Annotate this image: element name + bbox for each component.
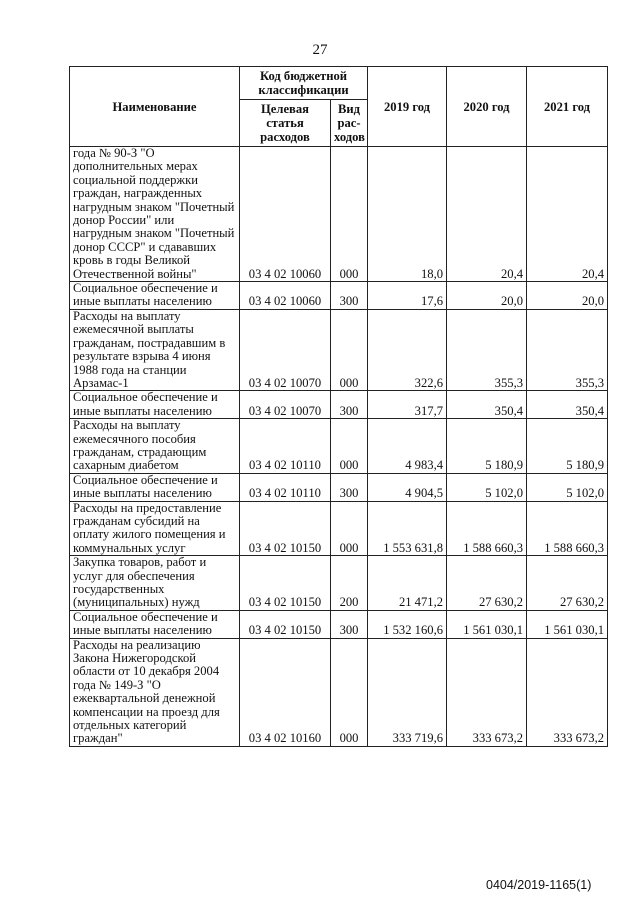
row-csr: 03 4 02 10060 bbox=[240, 282, 331, 310]
row-name: Социальное обеспечение и иные выплаты населению bbox=[70, 391, 240, 419]
table-row bbox=[70, 147, 608, 282]
row-2019: 333 719,6 bbox=[368, 638, 447, 746]
row-name: Социальное обеспечение и иные выплаты населению bbox=[70, 610, 240, 638]
row-2020: 5 180,9 bbox=[447, 419, 527, 474]
row-name: Социальное обеспечение и иные выплаты населению bbox=[70, 282, 240, 310]
row-2020: 5 102,0 bbox=[447, 473, 527, 501]
table-row bbox=[70, 473, 608, 501]
document-id: 0404/2019-1165(1) bbox=[486, 878, 592, 892]
row-2021: 350,4 bbox=[527, 391, 608, 419]
row-name: Расходы на выплату ежемесячного пособия гражданам, страдающим сахарным диабетом bbox=[70, 419, 240, 474]
row-2020: 1 588 660,3 bbox=[447, 501, 527, 556]
row-vr: 000 bbox=[331, 147, 368, 282]
row-name: Расходы на выплату ежемесячной выплаты гражданам, пострадавшим в результате взрыва 4 июня 1988 года на станции Арзамас-1 bbox=[70, 309, 240, 390]
table-header bbox=[70, 67, 608, 147]
row-2019: 18,0 bbox=[368, 147, 447, 282]
header-2021: 2021 год bbox=[527, 67, 608, 147]
table-row bbox=[70, 610, 608, 638]
row-vr: 300 bbox=[331, 473, 368, 501]
row-csr: 03 4 02 10070 bbox=[240, 309, 331, 390]
row-name: Расходы на предоставление гражданам субсидий на оплату жилого помещения и коммунальных услуг bbox=[70, 501, 240, 556]
header-2019: 2019 год bbox=[368, 67, 447, 147]
row-vr: 000 bbox=[331, 501, 368, 556]
header-name: Наименование bbox=[70, 67, 240, 147]
row-2021: 5 102,0 bbox=[527, 473, 608, 501]
row-2021: 27 630,2 bbox=[527, 556, 608, 611]
table-row bbox=[70, 419, 608, 474]
row-csr: 03 4 02 10060 bbox=[240, 147, 331, 282]
header-csr: Целевая статья расходов bbox=[240, 100, 331, 147]
row-name: года № 90-З "О дополнительных мерах социальной поддержки граждан, награжденных нагрудным знаком "Почетный донор России" или нагрудным знаком "Почетный донор СССР" и сдававших кровь в годы Великой Отечественной войны" bbox=[70, 147, 240, 282]
row-vr: 000 bbox=[331, 419, 368, 474]
row-2020: 27 630,2 bbox=[447, 556, 527, 611]
row-2021: 1 588 660,3 bbox=[527, 501, 608, 556]
row-2019: 21 471,2 bbox=[368, 556, 447, 611]
row-csr: 03 4 02 10150 bbox=[240, 610, 331, 638]
row-csr: 03 4 02 10110 bbox=[240, 473, 331, 501]
table-row bbox=[70, 309, 608, 390]
row-2019: 1 553 631,8 bbox=[368, 501, 447, 556]
row-csr: 03 4 02 10150 bbox=[240, 556, 331, 611]
row-vr: 300 bbox=[331, 282, 368, 310]
row-2021: 355,3 bbox=[527, 309, 608, 390]
row-name: Социальное обеспечение и иные выплаты населению bbox=[70, 473, 240, 501]
row-vr: 000 bbox=[331, 638, 368, 746]
row-csr: 03 4 02 10150 bbox=[240, 501, 331, 556]
row-name: Закупка товаров, работ и услуг для обеспечения государственных (муниципальных) нужд bbox=[70, 556, 240, 611]
row-2021: 1 561 030,1 bbox=[527, 610, 608, 638]
row-2019: 317,7 bbox=[368, 391, 447, 419]
row-2020: 20,4 bbox=[447, 147, 527, 282]
row-vr: 000 bbox=[331, 309, 368, 390]
header-vr: Вид рас-ходов bbox=[331, 100, 368, 147]
row-csr: 03 4 02 10070 bbox=[240, 391, 331, 419]
row-2020: 350,4 bbox=[447, 391, 527, 419]
row-2020: 1 561 030,1 bbox=[447, 610, 527, 638]
row-vr: 300 bbox=[331, 391, 368, 419]
table-row bbox=[70, 638, 608, 746]
row-csr: 03 4 02 10160 bbox=[240, 638, 331, 746]
table-row bbox=[70, 556, 608, 611]
table-row bbox=[70, 282, 608, 310]
row-2019: 4 904,5 bbox=[368, 473, 447, 501]
row-2021: 20,0 bbox=[527, 282, 608, 310]
row-2019: 4 983,4 bbox=[368, 419, 447, 474]
row-2021: 333 673,2 bbox=[527, 638, 608, 746]
row-2021: 20,4 bbox=[527, 147, 608, 282]
row-2019: 17,6 bbox=[368, 282, 447, 310]
table-row bbox=[70, 501, 608, 556]
table-body bbox=[70, 147, 608, 747]
table-row bbox=[70, 391, 608, 419]
row-vr: 200 bbox=[331, 556, 368, 611]
row-vr: 300 bbox=[331, 610, 368, 638]
row-2020: 20,0 bbox=[447, 282, 527, 310]
budget-table bbox=[69, 66, 608, 747]
row-2019: 1 532 160,6 bbox=[368, 610, 447, 638]
row-2021: 5 180,9 bbox=[527, 419, 608, 474]
row-2019: 322,6 bbox=[368, 309, 447, 390]
header-code-group: Код бюджетной классификации bbox=[240, 67, 368, 100]
row-csr: 03 4 02 10110 bbox=[240, 419, 331, 474]
row-2020: 333 673,2 bbox=[447, 638, 527, 746]
header-2020: 2020 год bbox=[447, 67, 527, 147]
row-2020: 355,3 bbox=[447, 309, 527, 390]
row-name: Расходы на реализацию Закона Нижегородской области от 10 декабря 2004 года № 149-З "О ежеквартальной денежной компенсации на проезд для отдельных категорий граждан" bbox=[70, 638, 240, 746]
page-number: 27 bbox=[312, 42, 328, 58]
